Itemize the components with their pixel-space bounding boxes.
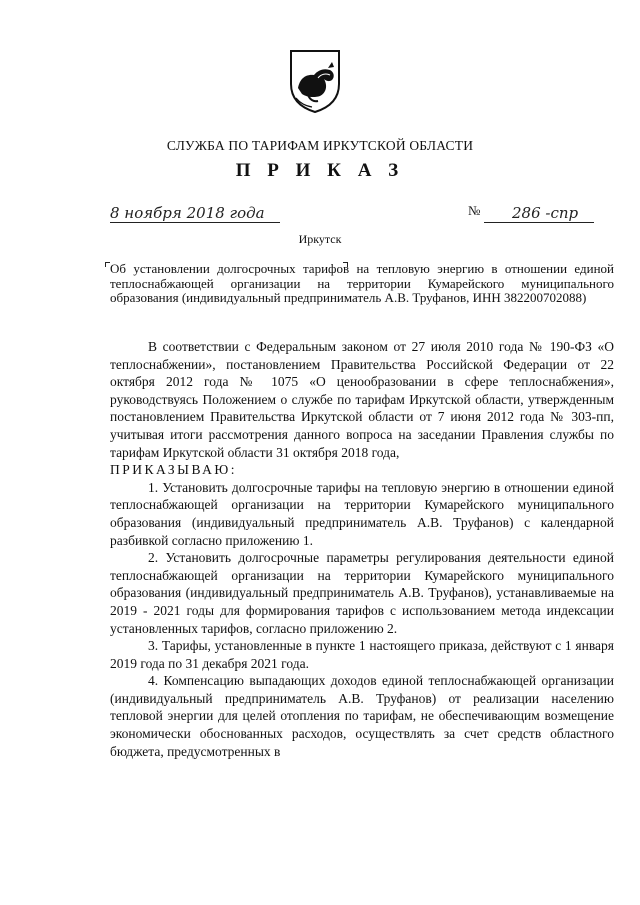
order-item-2: 2. Установить долгосрочные параметры регулирования деятельности единой теплоснабжающей организации на территории Кумарейского муниципального образования (индивидуальный предприниматель А.В. Труфанов), устанавливаемые на 2019 - 2021 годы для формирования тарифов с использованием метода индексации установленных тарифов, согласно приложению 2. <box>110 550 614 636</box>
order-item-1: 1. Установить долгосрочные тарифы на тепловую энергию в отношении единой теплоснабжающей организации на территории Кумарейского муниципального образования (индивидуальный предприниматель А.В. Труфанов) с календарной разбивкой согласно приложению 1. <box>110 479 614 548</box>
number-field <box>484 206 594 223</box>
document-type-title: П Р И К А З <box>235 160 405 181</box>
order-subject: Об установлении долгосрочных тарифов на тепловую энергию в отношении единой теплоснабжающей организации на территории Кумарейского муниципального образования (индивидуальный предприниматель А.В. Труфанов, ИНН 382200702088) <box>110 261 614 305</box>
number-sign: № <box>468 203 481 218</box>
order-word: ПРИКАЗЫВАЮ: <box>110 462 237 478</box>
order-item-3: 3. Тарифы, установленные в пункте 1 настоящего приказа, действуют с 1 января 2019 года по 31 декабря 2021 года. <box>110 638 614 671</box>
order-body <box>110 338 614 760</box>
preamble-paragraph: В соответствии с Федеральным законом от 27 июля 2010 года № 190-ФЗ «О теплоснабжении», постановлением Правительства Российской Федерации от 22 октября 2012 года № 1075 «О ценообразовании в сфере теплоснабжения», руководствуясь Положением о службе по тарифам Иркутской области, утвержденным постановлением Правительства Иркутской области от 7 июня 2012 года № 303-пп, учитывая итоги рассмотрения данного вопроса на заседании Правления службы по тарифам Иркутской области 31 октября 2018 года, <box>110 339 614 460</box>
order-item-4: 4. Компенсацию выпадающих доходов единой теплоснабжающей организации (индивидуальный предприниматель А.В. Труфанов) от реализации населению тепловой энергии для целей отопления по тарифам, не обеспечивающим возмещение экономически обоснованных расходов, осуществлять за счет средств областного бюджета, предусмотренных в <box>110 673 614 759</box>
irkutsk-coat-of-arms-icon <box>288 48 342 114</box>
date-field <box>110 206 280 223</box>
city-name: Иркутск <box>298 232 342 246</box>
number-handwritten: 286 -спр <box>512 204 579 222</box>
date-handwritten: 8 ноября 2018 года <box>110 204 265 222</box>
agency-name: СЛУЖБА ПО ТАРИФАМ ИРКУТСКОЙ ОБЛАСТИ <box>166 138 474 153</box>
